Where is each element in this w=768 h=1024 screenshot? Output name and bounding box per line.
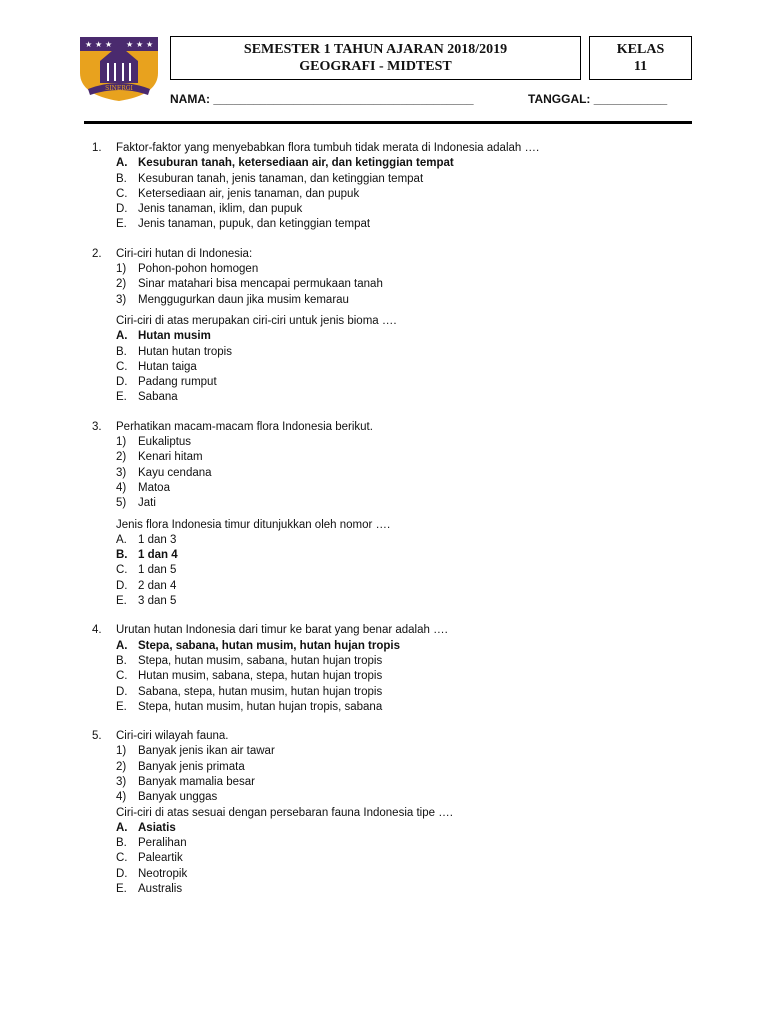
statement-item: 4) Banyak unggas: [116, 791, 218, 804]
option-b: B. Hutan hutan tropis: [116, 345, 232, 358]
question-number: 1.: [92, 142, 102, 154]
question-number: 3.: [92, 420, 102, 433]
option-e: E. Jenis tanaman, pupuk, dan ketinggian tempat: [116, 218, 371, 231]
statement-item: 3) Kayu cendana: [116, 466, 212, 479]
option-d: D. Jenis tanaman, iklim, dan pupuk: [116, 203, 303, 216]
statement-item: 3) Banyak mamalia besar: [116, 775, 255, 788]
school-logo: [76, 33, 162, 103]
question-list: [92, 141, 692, 897]
option-d: D. Neotropik: [116, 867, 188, 880]
statement-item: 1) Eukaliptus: [116, 436, 192, 449]
header-divider: [84, 121, 692, 124]
option-a: A. Asiatis: [116, 821, 176, 834]
date-field: TANGGAL: ___________: [528, 92, 668, 106]
svg-text:★: ★: [136, 40, 144, 49]
option-a: A. Hutan musim: [116, 330, 211, 343]
svg-text:★: ★: [85, 40, 93, 49]
question-text: Ciri-ciri hutan di Indonesia:: [116, 247, 253, 260]
question-number: 2.: [92, 247, 102, 260]
option-c: C. Ketersediaan air, jenis tanaman, dan pupuk: [116, 187, 360, 200]
question-2: [92, 247, 692, 406]
svg-text:★: ★: [146, 40, 154, 49]
svg-text:★: ★: [105, 40, 113, 49]
statement-item: 2) Kenari hitam: [116, 451, 203, 464]
question-4: [92, 623, 692, 715]
statement-item: 5) Jati: [116, 497, 156, 510]
option-b: B. Peralihan: [116, 837, 187, 850]
option-d: D. 2 dan 4: [116, 579, 177, 592]
svg-text:★: ★: [126, 40, 134, 49]
statement-item: 2) Sinar matahari bisa mencapai permukaan tanah: [116, 278, 383, 291]
option-c: C. Hutan musim, sabana, stepa, hutan hujan tropis: [116, 670, 383, 683]
class-value: 11: [633, 59, 648, 74]
option-a: A. 1 dan 3: [116, 533, 177, 546]
option-e: E. Australis: [116, 883, 183, 896]
option-d: D. Padang rumput: [116, 376, 217, 389]
question-text: Perhatikan macam-macam flora Indonesia berikut.: [116, 420, 373, 433]
statement-item: 4) Matoa: [116, 481, 170, 494]
option-e: E. 3 dan 5: [116, 595, 177, 608]
statement-item: 1) Banyak jenis ikan air tawar: [116, 745, 275, 758]
option-b: B. Kesuburan tanah, jenis tanaman, dan ketinggian tempat: [116, 172, 424, 185]
option-d: D. Sabana, stepa, hutan musim, hutan hujan tropis: [116, 685, 383, 698]
option-a: A. Kesuburan tanah, ketersediaan air, dan ketinggian tempat: [116, 157, 454, 170]
exam-subject-title: GEOGRAFI - MIDTEST: [299, 59, 452, 74]
question-followup: Ciri-ciri di atas merupakan ciri-ciri untuk jenis bioma ….: [116, 314, 397, 327]
question-followup: Ciri-ciri di atas sesuai dengan persebaran fauna Indonesia tipe ….: [116, 806, 453, 819]
statement-item: 2) Banyak jenis primata: [116, 760, 245, 773]
option-e: E. Sabana: [116, 391, 178, 404]
statement-item: 1) Pohon-pohon homogen: [116, 263, 259, 276]
option-c: C. Hutan taiga: [116, 360, 197, 373]
class-label: KELAS: [616, 42, 665, 57]
logo-motto: SINERGI: [105, 85, 133, 92]
option-a: A. Stepa, sabana, hutan musim, hutan hujan tropis: [116, 639, 400, 652]
exam-title-box: [170, 36, 581, 80]
question-text: Ciri-ciri wilayah fauna.: [116, 730, 229, 743]
question-number: 4.: [92, 624, 102, 637]
class-box: [589, 36, 692, 80]
question-5: [92, 729, 692, 897]
question-text: Urutan hutan Indonesia dari timur ke barat yang benar adalah ….: [116, 624, 448, 637]
student-info-row: [170, 92, 692, 108]
exam-semester-title: SEMESTER 1 TAHUN AJARAN 2018/2019: [243, 42, 508, 57]
question-text: Faktor-faktor yang menyebabkan flora tumbuh tidak merata di Indonesia adalah ….: [116, 142, 540, 154]
question-followup: Jenis flora Indonesia timur ditunjukkan oleh nomor ….: [116, 518, 391, 531]
option-c: C. 1 dan 5: [116, 564, 177, 577]
option-b: B. Stepa, hutan musim, sabana, hutan hujan tropis: [116, 654, 383, 667]
question-3: [92, 420, 692, 610]
option-e: E. Stepa, hutan musim, hutan hujan tropis, sabana: [116, 700, 383, 713]
question-number: 5.: [92, 730, 102, 743]
question-1: [92, 141, 692, 233]
option-c: C. Paleartik: [116, 852, 183, 865]
svg-text:★: ★: [95, 40, 103, 49]
statement-item: 3) Menggugurkan daun jika musim kemarau: [116, 293, 349, 306]
option-b: B. 1 dan 4: [116, 549, 178, 562]
name-field: NAMA: _______________________________________: [170, 92, 474, 106]
